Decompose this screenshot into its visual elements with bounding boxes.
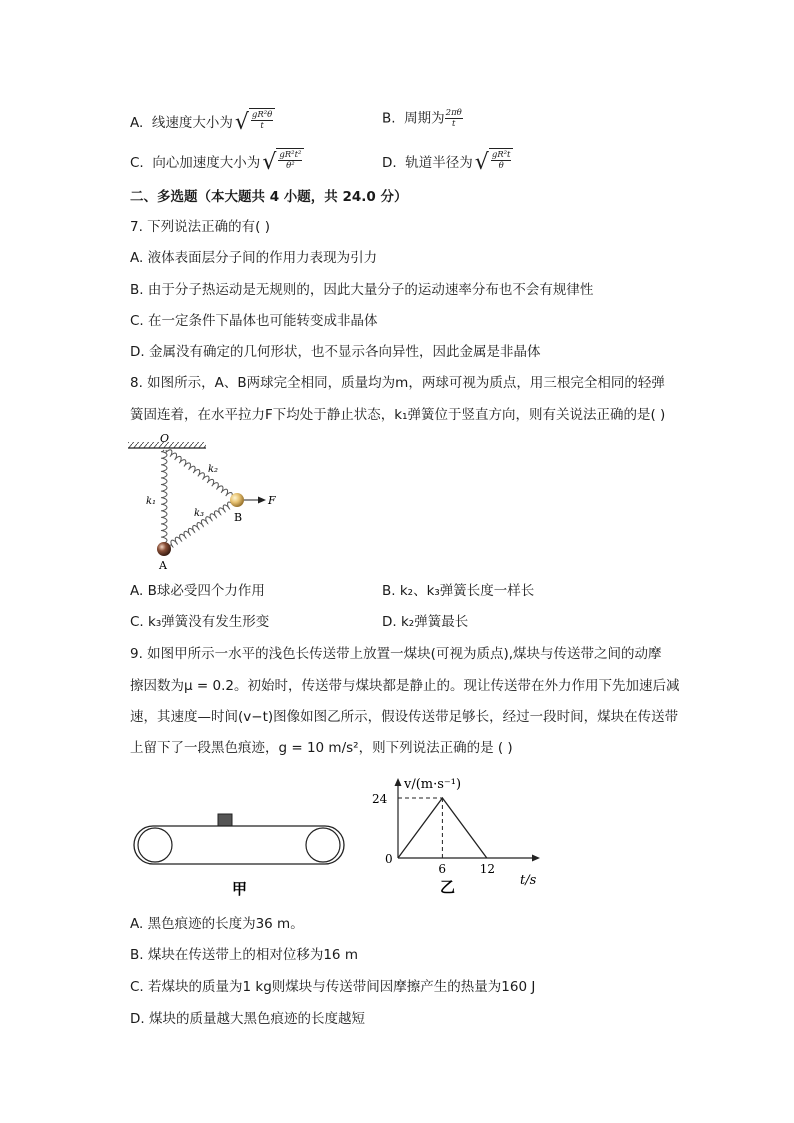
q8-stem-line2: 簧固连着，在水平拉力F下均处于静止状态，k₁弹簧位于竖直方向，则有关说法正确的是( ) <box>130 407 666 423</box>
conveyor-figure <box>130 808 360 900</box>
q7-option-c: C. 在一定条件下晶体也可能转变成非晶体 <box>130 313 378 329</box>
frac-numerator: 2πθ <box>445 108 462 118</box>
q7-option-a: A. 液体表面层分子间的作用力表现为引力 <box>130 250 378 266</box>
y-axis-label: v/(m·s⁻¹) <box>404 777 462 792</box>
label-k2: k₂ <box>208 464 219 475</box>
frac-denominator: θ² <box>286 161 295 171</box>
frac-numerator: gR²θ <box>251 110 273 120</box>
section-title: 二、多选题（本大题共 4 小题，共 24.0 分） <box>130 189 408 205</box>
q9-option-c: C. 若煤块的质量为1 kg则煤块与传送带间因摩擦产生的热量为160 J <box>130 979 536 995</box>
ball-A <box>157 542 171 556</box>
coal-block <box>218 814 232 826</box>
label-O: O <box>160 432 170 445</box>
q8-option-a: A. B球必受四个力作用 <box>130 583 265 599</box>
option-text: 周期为 <box>404 110 445 127</box>
q6-option-d <box>382 148 513 178</box>
q9-stem-line3: 速，其速度—时间(v−t)图像如图乙所示，假设传送带足够长，经过一段时间，煤块在传送带 <box>130 709 679 725</box>
q6-option-b <box>382 108 463 129</box>
frac-numerator: gR²t² <box>279 150 302 160</box>
x-tick-label-6: 6 <box>438 862 447 876</box>
sqrt-expression: √ $\frac{\text{gR²t}}{\theta}$ <box>475 148 514 178</box>
y-tick-label-24: 24 <box>372 792 388 806</box>
ball-B <box>230 493 244 507</box>
spring-k1 <box>161 450 167 543</box>
x-tick-label-12: 12 <box>479 862 496 876</box>
option-text: 轨道半径为 <box>405 155 473 171</box>
label-jia: 甲 <box>232 880 248 898</box>
right-pulley <box>306 828 340 862</box>
fraction <box>445 108 463 129</box>
q8-stem-line1: 8. 如图所示，A、B两球完全相同，质量均为m，两球可视为质点，用三根完全相同的轻弹 <box>130 375 665 391</box>
left-pulley <box>138 828 172 862</box>
y-axis-arrow <box>395 778 402 786</box>
x-axis-arrow <box>532 855 540 862</box>
label-k3: k₃ <box>194 508 205 519</box>
sqrt-expression: √ $\frac{\text{gR²t²}}{\text{θ²}}$ <box>262 148 304 178</box>
q8-option-c: C. k₃弹簧没有发生形变 <box>130 614 270 630</box>
option-label: D. <box>382 155 397 171</box>
q6-option-a <box>130 108 275 138</box>
sqrt-expression: √ $\frac{\text{gR²θ}}{t}$ <box>235 108 275 138</box>
option-label: C. <box>130 155 144 171</box>
force-arrow-head <box>258 497 266 504</box>
frac-denominator: θ <box>498 161 504 171</box>
frac-denominator: t <box>452 119 456 129</box>
q9-option-b: B. 煤块在传送带上的相对位移为16 m <box>130 947 358 963</box>
label-F: F <box>268 494 276 507</box>
label-B: B <box>234 511 243 524</box>
vt-graph <box>368 766 548 900</box>
q7-option-b: B. 由于分子热运动是无规则的，因此大量分子的运动速率分布也不会有规律性 <box>130 282 594 298</box>
spring-k2 <box>165 450 232 497</box>
option-label: B. <box>382 110 396 127</box>
label-A: A <box>159 559 167 572</box>
origin-label: 0 <box>385 852 393 866</box>
q7-stem: 7. 下列说法正确的有( ) <box>130 219 270 235</box>
q8-option-d: D. k₂弹簧最长 <box>382 614 469 630</box>
option-text: 线速度大小为 <box>151 115 233 131</box>
x-axis-label: t/s <box>520 873 537 888</box>
q9-stem-line2: 擦因数为μ = 0.2。初始时，传送带与煤块都是静止的。现让传送带在外力作用下先加速后减 <box>130 678 680 694</box>
frac-numerator: gR²t <box>491 150 511 160</box>
q8-spring-figure <box>122 432 282 572</box>
q9-option-d: D. 煤块的质量越大黑色痕迹的长度越短 <box>130 1011 365 1027</box>
q9-stem-line1: 9. 如图甲所示一水平的浅色长传送带上放置一煤块(可视为质点),煤块与传送带之间的动摩 <box>130 646 662 662</box>
option-label: A. <box>130 115 144 131</box>
frac-denominator: t <box>260 121 264 131</box>
label-yi: 乙 <box>440 878 456 896</box>
q9-stem-line4: 上留下了一段黑色痕迹，g = 10 m/s²，则下列说法正确的是 ( ) <box>130 740 513 756</box>
option-text: 向心加速度大小为 <box>152 155 261 171</box>
q7-option-d: D. 金属没有确定的几何形状，也不显示各向异性，因此金属是非晶体 <box>130 344 541 360</box>
q6-option-c <box>130 148 304 178</box>
q9-option-a: A. 黑色痕迹的长度为36 m。 <box>130 916 304 932</box>
q8-option-b: B. k₂、k₃弹簧长度一样长 <box>382 583 535 599</box>
label-k1: k₁ <box>146 496 157 507</box>
